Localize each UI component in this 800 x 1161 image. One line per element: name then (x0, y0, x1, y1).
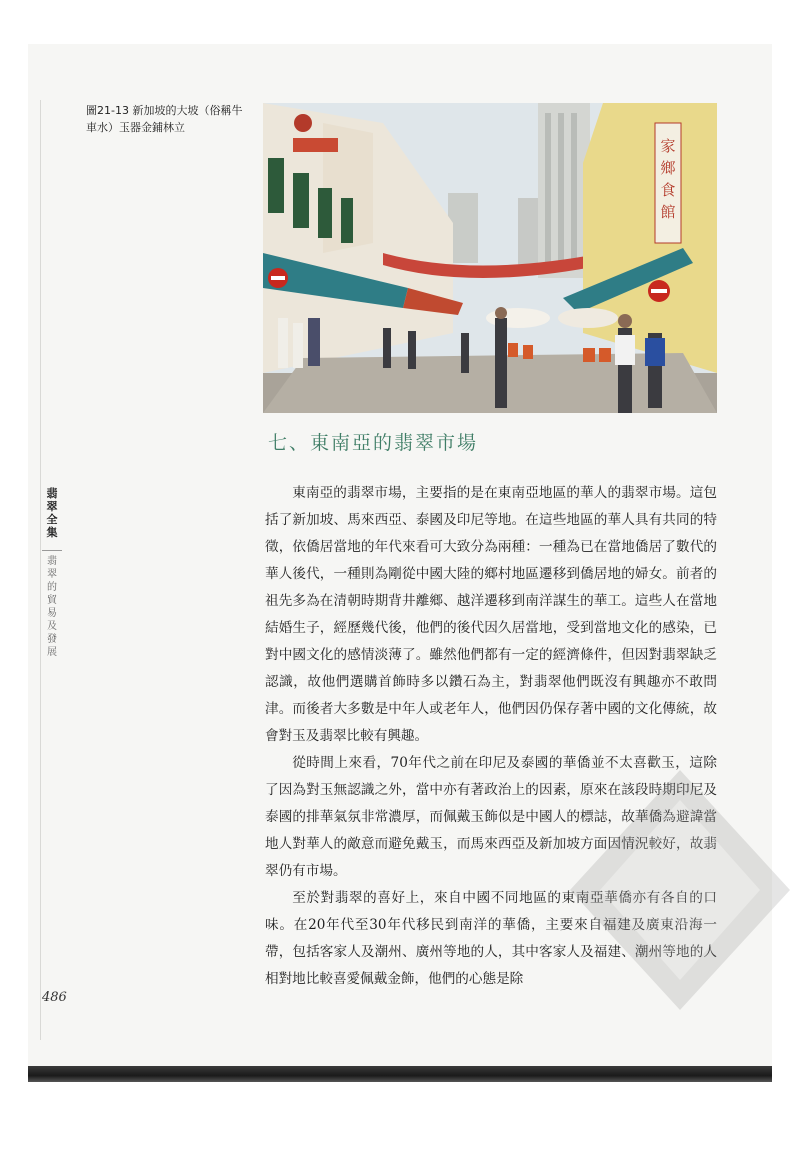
page-number: 486 (42, 990, 67, 1005)
restaurant-sign-char-3: 食 (660, 181, 676, 199)
street-photo (263, 103, 717, 413)
sidebar-divider (42, 550, 62, 551)
scan-bottom-edge (28, 1066, 772, 1082)
paragraph-3: 至於對翡翠的喜好上，來自中國不同地區的東南亞華僑亦有各自的口味。在20年代至30年代移民到南洋的華僑，主要來自福建及廣東沿海一帶，包括客家人及潮州、廣州等地的人，其中客家人及福建、潮州等地的人相對地比較喜愛佩戴金飾，他們的心態是除 (265, 890, 717, 987)
paragraph-2: 從時間上來看，70年代之前在印尼及泰國的華僑並不太喜歡玉，這除了因為對玉無認識之外，當中亦有著政治上的因素，原來在該段時期印尼及泰國的排華氣氛非常濃厚，而佩戴玉飾似是中國人的標誌，故華僑為避諱當地人對華人的敵意而避免戴玉，而馬來西亞及新加坡方面因情況較好，故翡翠仍有市場。 (265, 755, 717, 879)
restaurant-sign-char-2: 鄉 (660, 159, 676, 177)
margin-rule (40, 100, 41, 1040)
photo-caption: 圖21-13 新加坡的大坡（俗稱牛車水）玉器金鋪林立 (86, 104, 243, 134)
body-text (265, 480, 717, 993)
series-title: 翡翠全集 (46, 487, 58, 539)
section-title: 七、東南亞的翡翠市場 (268, 432, 479, 454)
restaurant-sign-char-1: 家 (660, 137, 676, 155)
chapter-title: 翡翠的貿易及發展 (47, 556, 57, 658)
paragraph-1: 東南亞的翡翠市場，主要指的是在東南亞地區的華人的翡翠市場。這包括了新加坡、馬來西亞、泰國及印尼等地。在這些地區的華人具有共同的特徵，依僑居當地的年代來看可大致分為兩種：一種為已在當地僑居了數代的華人後代，一種則為剛從中國大陸的鄉村地區遷移到僑居地的婦女。前者的祖先多為在清朝時期背井離鄉、越洋遷移到南洋謀生的華工。這些人在當地結婚生子，經歷幾代後，他們的後代因久居當地，受到當地文化的感染，已對中國文化的感情淡薄了。雖然他們都有一定的經濟條件，但因對翡翠缺乏認識，故他們選購首飾時多以鑽石為主，對翡翠他們既沒有興趣亦不敢問津。而後者大多數是中年人或老年人，他們因仍保存著中國的文化傳統，故會對玉及翡翠比較有興趣。 (265, 485, 717, 744)
restaurant-sign-char-4: 館 (660, 203, 676, 221)
